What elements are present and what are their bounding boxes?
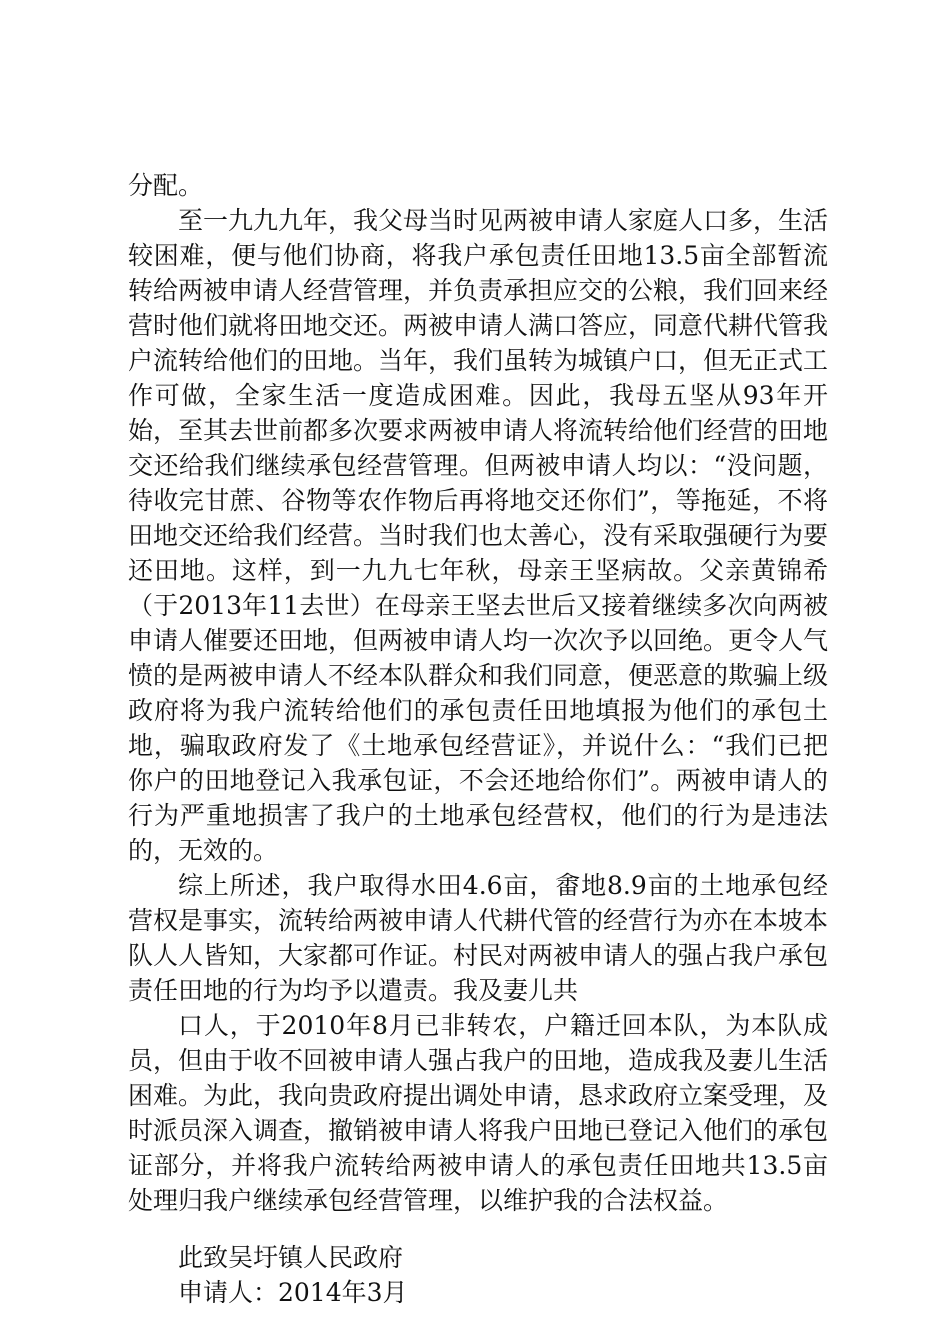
paragraph-background: 至一九九九年，我父母当时见两被申请人家庭人口多，生活较困难，便与他们协商，将我户承包责任田地13.5亩全部暂流转给两被申请人经营管理，并负责承担应交的公粮，我们回来经营时他们就将田地交还。两被申请人满口答应，同意代耕代管我户流转给他们的田地。当年，我们虽转为城镇户口，但无正式工作可做，全家生活一度造成困难。因此，我母五坚从93年开始，至其去世前都多次要求两被申请人将流转给他们经营的田地交还给我们继续承包经营管理。但两被申请人均以：“没问题，待收完甘蔗、谷物等农作物后再将地交还你们”，等拖延，不将田地交还给我们经营。当时我们也太善心，没有采取强硬行为要还田地。这样，到一九九七年秋，母亲王坚病故。父亲黄锦希（于2013年11去世）在母亲王坚去世后又接着继续多次向两被申请人催要还田地，但两被申请人均一次次予以回绝。更令人气愤的是两被申请人不经本队群众和我们同意，便恶意的欺骗上级政府将为我户流转给他们的承包责任田地填报为他们的承包土地，骗取政府发了《土地承包经营证》，并说什么：“我们已把你户的田地登记入我承包证，不会还地给你们”。两被申请人的行为严重地损害了我户的土地承包经营权，他们的行为是违法的，无效的。 bbox=[128, 206, 829, 865]
paragraph-fenpei: 分配。 bbox=[128, 171, 204, 200]
document-body bbox=[128, 168, 828, 1310]
paragraph-request: 口人，于2010年8月已非转农，户籍迁回本队，为本队成员，但由于收不回被申请人强占我户的田地，造成我及妻儿生活困难。为此，我向贵政府提出调处申请，恳求政府立案受理，及时派员深入调查，撤销被申请人将我户田地已登记入他们的承包证部分，并将我户流转给两被申请人的承包责任田地共13.5亩处理归我户继续承包经营管理，以维护我的合法权益。 bbox=[128, 1011, 829, 1215]
closing-block bbox=[128, 1240, 828, 1310]
paragraph-summary: 综上所述，我户取得水田4.6亩，畬地8.9亩的土地承包经营权是事实，流转给两被申请人代耕代管的经营行为亦在本坡本队人人皆知，大家都可作证。村民对两被申请人的强占我户承包责任田地的行为均予以遣责。我及妻儿共 bbox=[128, 871, 829, 1005]
signature-line: 申请人：2014年3月 bbox=[178, 1278, 408, 1307]
salutation: 此致吴圩镇人民政府 bbox=[178, 1243, 404, 1272]
